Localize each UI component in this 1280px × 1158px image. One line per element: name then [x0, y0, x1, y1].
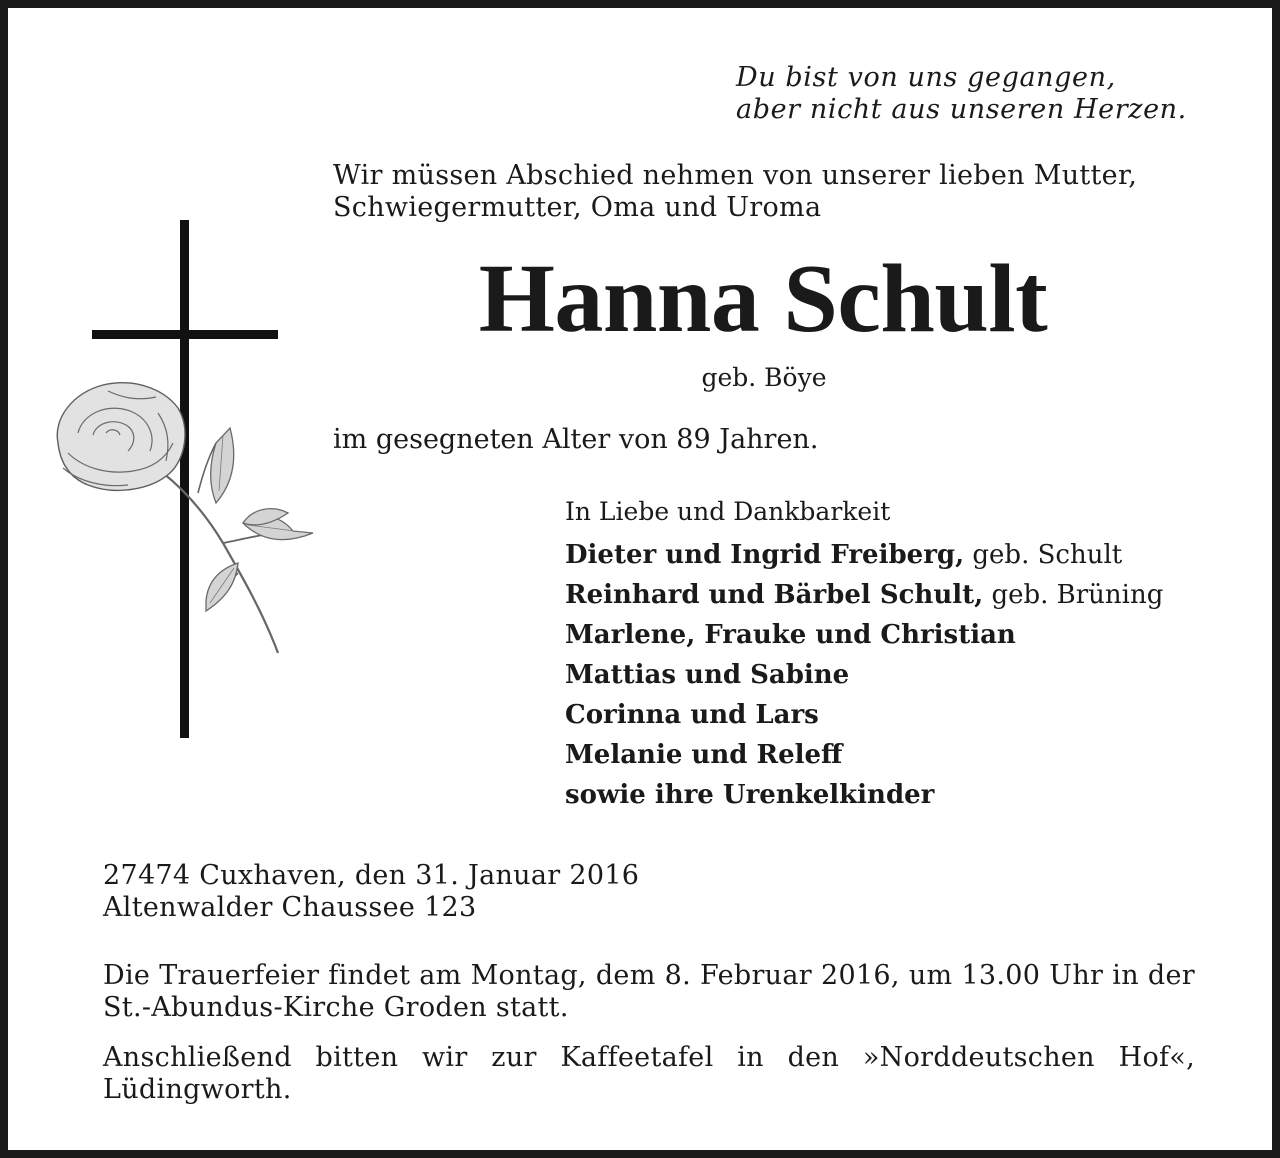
mourner-row — [565, 575, 1163, 615]
intro-line-2: Schwiegermutter, Oma und Uroma — [333, 192, 822, 223]
rose-illustration — [38, 373, 328, 663]
motto-quote — [736, 62, 1187, 126]
mourners-heading: In Liebe und Dankbarkeit — [565, 497, 891, 526]
mourner-row — [565, 535, 1163, 575]
reception-line-1: Anschließend bitten wir zur Kaffeetafel in den »Norddeutschen Hof«, — [103, 1042, 1195, 1073]
mourner-names: Corinna und Lars — [565, 700, 819, 730]
address-line-1: 27474 Cuxhaven, den 31. Januar 2016 — [103, 860, 640, 891]
reception-info — [103, 1042, 1195, 1106]
mourner-names: Reinhard und Bärbel Schult, — [565, 580, 984, 610]
deceased-name: Hanna Schult — [478, 245, 1048, 353]
mourner-row — [565, 695, 1163, 735]
mourner-row — [565, 775, 1163, 815]
maiden-name: geb. Böye — [701, 363, 827, 392]
mourner-note: geb. Schult — [972, 540, 1123, 570]
mourner-row — [565, 655, 1163, 695]
mourner-names: Melanie und Releff — [565, 740, 843, 770]
intro-text — [333, 160, 1137, 224]
mourner-names: Dieter und Ingrid Freiberg, — [565, 540, 965, 570]
address-block — [103, 860, 1195, 924]
mourner-row — [565, 615, 1163, 655]
reception-line-2: Lüdingworth. — [103, 1074, 292, 1105]
motto-line-1: Du bist von uns gegangen, — [736, 62, 1116, 93]
funeral-info: Die Trauerfeier findet am Montag, dem 8. Februar 2016, um 13.00 Uhr in der St.-Abundus-Kirche Groden statt. — [103, 960, 1195, 1023]
mourner-row — [565, 735, 1163, 775]
mourner-names: Marlene, Frauke und Christian — [565, 620, 1016, 650]
address-line-2: Altenwalder Chaussee 123 — [103, 892, 477, 923]
age-line: im gesegneten Alter von 89 Jahren. — [333, 424, 819, 455]
intro-line-1: Wir müssen Abschied nehmen von unserer lieben Mutter, — [333, 160, 1138, 191]
mourner-note: geb. Brüning — [991, 580, 1164, 610]
motto-line-2: aber nicht aus unseren Herzen. — [736, 94, 1187, 125]
mourner-names: sowie ihre Urenkelkinder — [565, 780, 935, 810]
mourner-names: Mattias und Sabine — [565, 660, 850, 690]
mourners-list — [565, 495, 1163, 815]
